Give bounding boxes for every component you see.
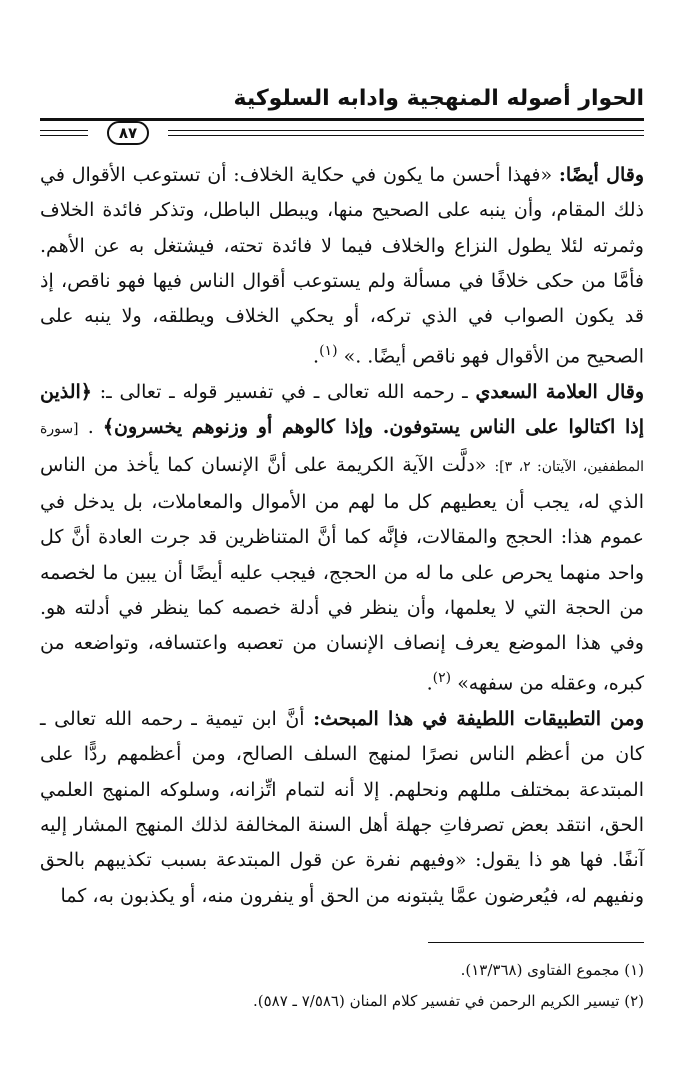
footnote-separator [428,942,644,943]
running-header [40,84,644,114]
footnote-2: (٢) تيسير الكريم الرحمن في تفسير كلام المنان (٧/٥٨٦ ـ ٥٨٧). [252,992,644,1010]
paragraph-3-lead: ومن التطبيقات اللطيفة في هذا المبحث: [313,708,644,731]
paragraph-2 [40,375,644,702]
surah-reference: [سورة المطففين، الآيتان: ٢، ٣]: [40,421,644,475]
paragraph-1-lead: وقال أيضًا: [558,164,645,186]
verse-end: . [87,416,94,439]
book-title: الحوار أصوله المنهجية وادابه السلوكية [233,86,644,111]
paragraph-3 [40,702,644,914]
footnote-ref-2: (٢) [432,670,452,687]
footnotes [40,955,644,1017]
footnote-ref-1: (١) [319,343,338,360]
quran-verse: ﴿الذين إذا اكتالوا على الناس يستوفون. وإذا كالوهم أو وزنوهم يخسرون﴾ [40,381,644,439]
paragraph-2-text: ـ رحمه الله تعالى ـ في تفسير قوله ـ تعالى ـ: [99,381,468,404]
paragraph-1 [40,158,644,375]
page-number: ٨٧ [107,121,149,145]
main-text [40,158,644,914]
paragraph-2-lead: وقال العلامة السعدي [475,381,645,404]
page-number-box [88,121,168,143]
paragraph-2-end: . [426,672,433,695]
footnote-1: (١) مجموع الفتاوى (١٣/٣٦٨). [460,961,644,979]
paragraph-2-quote: «دلَّت الآية الكريمة على أنَّ الإنسان كما يأخذ من الناس الذي له، يجب أن يعطيهم كل ما لهم من الأموال والمعاملات، بل يدخل في عموم هذا: الحجج والمقالات، فإنَّه كما أنَّ المتناظرين قد جرت العادة أنَّ كل واحد منهما يحرص على ما له من الحجج، فيجب عليه أيضًا أن يبين ما لخصمه من الحجة التي لا يعلمها، وأن ينظر في أدلة خصمه كما ينظر في أدلته هو. وفي هذا الموضع يعرف إنصاف الإنسان من تعصبه واعتسافه، وتواضعه من كبره، وعقله من سفهه» [40,453,644,695]
paragraph-1-end: . [313,345,320,368]
paragraph-1-text: «فهذا أحسن ما يكون في حكاية الخلاف: أن تستوعب الأقوال في ذلك المقام، وأن ينبه على الصحيح منها، ويبطل الباطل، وتذكر فائدة الخلاف وثمرته لئلا يطول النزاع والخلاف فيما لا فائدة تحته، فيشتغل به عن الأهم. فأمَّا من حكى خلافًا في مسألة ولم يستوعب أقوال الناس فيها فهو ناقص، إذ قد يكون الصواب في الذي تركه، أو يحكي الخلاف ويطلقه، ولا ينبه على الصحيح من الأقوال فهو ناقص أيضًا. .» [40,164,644,368]
page-number-bar [40,120,644,146]
paragraph-3-text: أنَّ ابن تيمية ـ رحمه الله تعالى ـ كان من أعظم الناس نصرًا لمنهج السلف الصالح، ومن أعظمهم ردًّا على المبتدعة بمختلف مللهم ونحلهم. إلا أنه لتمام اتِّزانه، وسلوكه المنهج العلمي الحق، انتقد بعض تصرفاتِ جهلة أهل السنة المخالفة لذلك المنهج المشار إليه آنفًا. فها هو ذا يقول: «وفيهم نفرة عن قول المبتدعة بسبب تكذيبهم بالحق ونفيهم له، فيُعرضون عمَّا يثبتونه من الحق أو ينفرون منه، أو يكذبون به، كما [40,708,645,907]
